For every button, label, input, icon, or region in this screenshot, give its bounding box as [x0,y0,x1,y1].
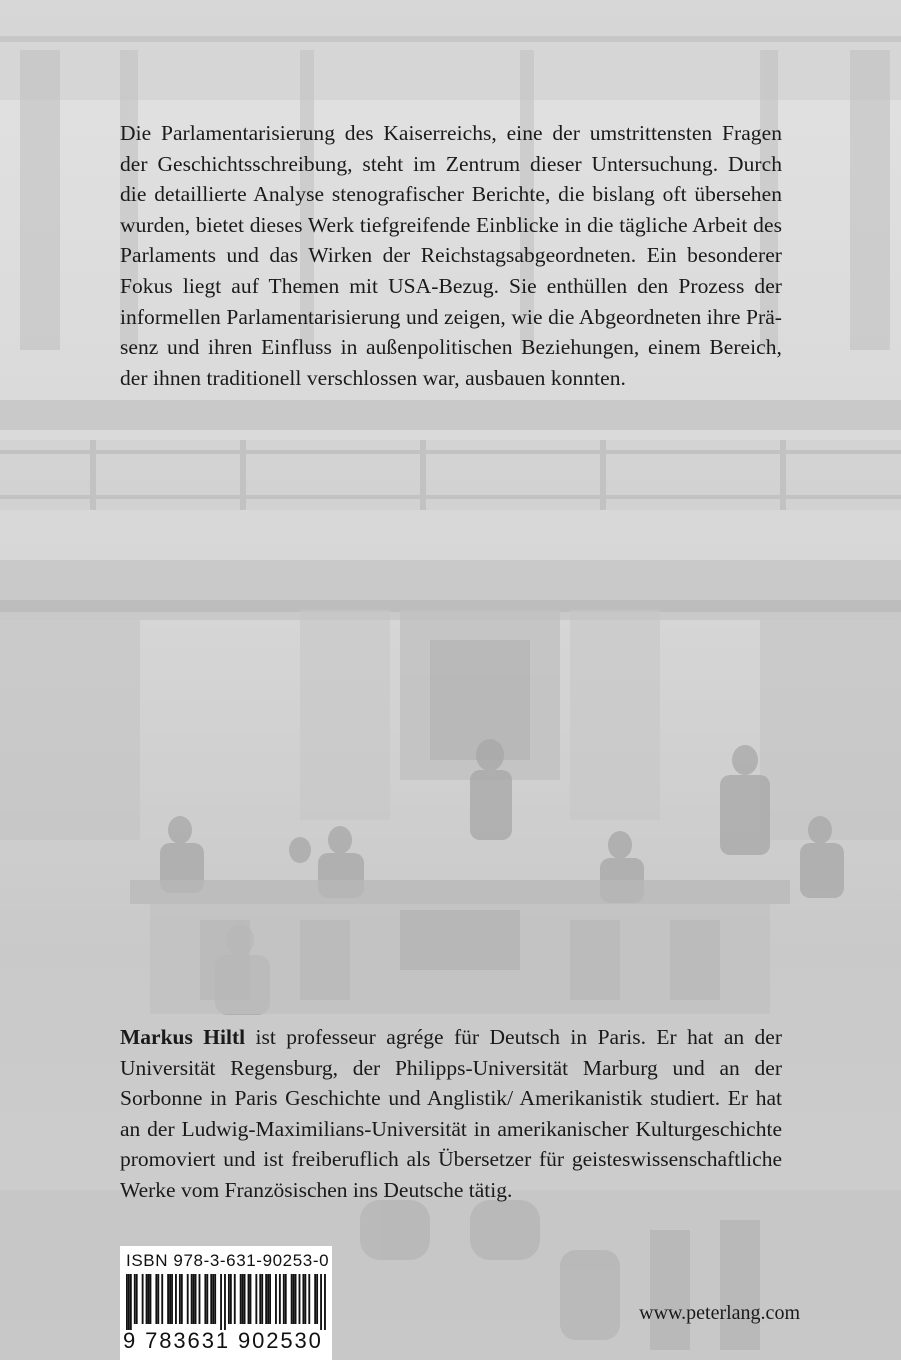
description-line: der Geschichtsschreibung, steht im Zentrum dieser Untersuchung. Durch [120,151,782,176]
barcode-bar [269,1274,271,1324]
barcode-bar [181,1274,183,1324]
barcode-bar [244,1274,246,1324]
barcode-bar [126,1274,128,1330]
author-name: Markus Hiltl [120,1025,246,1049]
barcode-bar [293,1274,295,1324]
barcode-bar [142,1274,144,1324]
barcode-bar [195,1274,197,1324]
author-bio-line: Werke vom Französischen ins Deutsche tätig. [120,1177,513,1202]
description-line: informellen Parlamentarisierung und zeigen, wie die Abgeordneten ihre Prä- [120,304,782,329]
book-description [120,118,782,393]
barcode-bar [308,1274,310,1324]
barcode-image [126,1274,326,1330]
barcode-bar [136,1274,138,1324]
author-bio [120,1022,782,1206]
barcode-bar [283,1274,285,1324]
barcode-bar [316,1274,318,1324]
description-line: der ihnen traditionell verschlossen war, ausbauen konnten. [120,365,626,390]
description-line: Parlaments und das Wirken der Reichstagsabgeordneten. Ein besonderer [120,243,782,268]
barcode-bar [128,1274,130,1330]
barcode-bar [279,1274,281,1324]
barcode-bar [248,1274,250,1324]
barcode-bar [275,1274,277,1324]
barcode-bar [220,1274,222,1330]
barcode-bar [199,1274,201,1324]
barcode-bar [234,1274,236,1324]
barcode-bar [193,1274,195,1324]
barcode-bar [242,1274,244,1324]
isbn-label: ISBN 978-3-631-90253-0 [126,1251,330,1270]
barcode-bar [324,1274,326,1330]
barcode-bar [265,1274,267,1324]
barcode-bar [302,1274,304,1324]
barcode-bar [204,1274,206,1324]
barcode-bar [295,1274,297,1324]
barcode-bar [224,1274,226,1330]
barcode-bar [255,1274,257,1324]
description-line: Fokus liegt auf Themen mit USA-Bezug. Sie enthüllen den Prozess der [120,273,782,298]
barcode-bar [314,1274,316,1324]
barcode-bar [285,1274,287,1324]
description-line: wurden, bietet dieses Werk tiefgreifende Einblicke in die tägliche Arbeit des [120,212,782,237]
barcode-bar [134,1274,136,1324]
barcode-bar [130,1274,132,1330]
barcode-bar [320,1274,322,1330]
author-bio-first-line: ist professeur agrége für Deutsch in Paris. Er hat an der [245,1025,782,1049]
publisher-url: www.peterlang.com [639,1302,800,1324]
barcode-bar [157,1274,159,1324]
barcode-bar [304,1274,306,1324]
barcode-bar [267,1274,269,1324]
barcode-bar [161,1274,163,1324]
author-bio-line: Universität Regensburg, der Philipps-Universität Marburg und an der [120,1055,782,1080]
author-bio-line [120,1022,782,1053]
barcode-bar [261,1274,263,1324]
barcode-bar [167,1274,169,1324]
barcode-bar [259,1274,261,1324]
barcode-bar [212,1274,214,1324]
barcode-bar [228,1274,230,1324]
author-bio-line: promoviert und ist freiberuflich als Übersetzer für geisteswissenschaftliche [120,1147,782,1172]
author-bio-line: Sorbonne in Paris Geschichte und Anglistik/ Amerikanistik studiert. Er hat [120,1086,782,1111]
barcode-bar [179,1274,181,1324]
barcode-bar [240,1274,242,1324]
description-line: senz und ihren Einfluss in außenpolitischen Beziehungen, einem Bereich, [120,335,782,360]
barcode-bar [291,1274,293,1324]
author-bio-line: an der Ludwig-Maximilians-Universität in amerikanischer Kulturgeschichte [120,1116,782,1141]
barcode-bar [150,1274,152,1324]
barcode-bar [191,1274,193,1324]
isbn-barcode-box [120,1246,332,1360]
barcode-bar [230,1274,232,1324]
description-line: die detaillierte Analyse stenografischer Berichte, die bislang oft übersehen [120,182,782,207]
barcode-bar [146,1274,148,1324]
barcode-bar [187,1274,189,1324]
barcode-bar [171,1274,173,1324]
barcode-digits: 9 783631 902530 [123,1328,323,1353]
barcode-bar [155,1274,157,1324]
barcode-bar [148,1274,150,1324]
barcode-bar [206,1274,208,1324]
barcode-bar [175,1274,177,1324]
barcode-bar [214,1274,216,1324]
barcode-bar [299,1274,301,1324]
barcode-bar [169,1274,171,1324]
barcode-bar [250,1274,252,1324]
description-line: Die Parlamentarisierung des Kaiserreichs, eine der umstrittensten Fragen [120,121,782,145]
barcode-bar [210,1274,212,1324]
